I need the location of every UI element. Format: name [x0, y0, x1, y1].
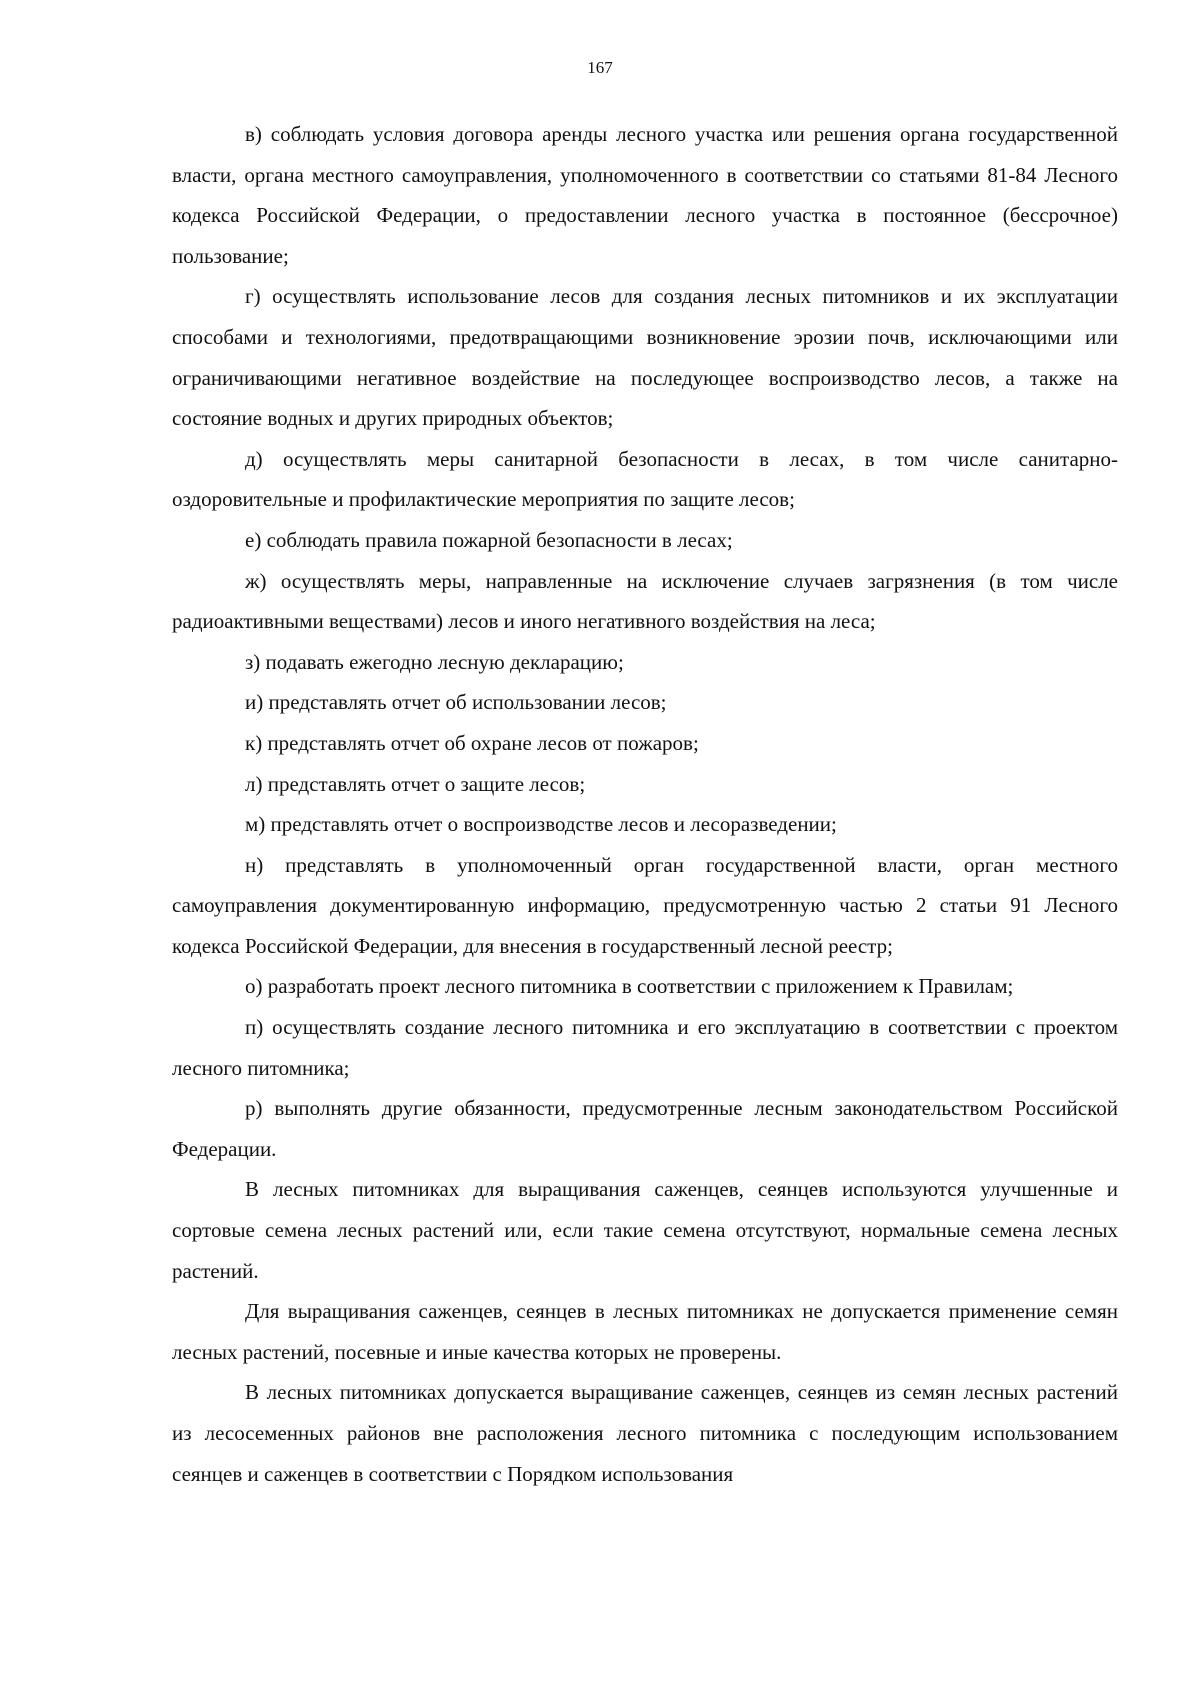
- paragraph-d: д) осуществлять меры санитарной безопасности в лесах, в том числе санитарно-оздоровительные и профилактические мероприятия по защите лесов;: [172, 446, 1118, 512]
- document-body: [172, 114, 1118, 1494]
- paragraph-v: в) соблюдать условия договора аренды лесного участка или решения органа государственной власти, органа местного самоуправления, уполномоченного в соответствии со статьями 81-84 Лесного кодекса Российской Федерации, о предоставлении лесного участка в постоянное (бессрочное) пользование;: [172, 122, 1118, 268]
- paragraph-l: л) представлять отчет о защите лесов;: [245, 771, 586, 796]
- paragraph-seeds-improved: В лесных питомниках для выращивания саженцев, сеянцев используются улучшенные и сортовые семена лесных растений или, если такие семена отсутствуют, нормальные семена лесных растений.: [172, 1177, 1118, 1283]
- paragraph-k: к) представлять отчет об охране лесов от пожаров;: [245, 730, 699, 755]
- paragraph-g: г) осуществлять использование лесов для создания лесных питомников и их эксплуатации способами и технологиями, предотвращающими возникновение эрозии почв, исключающими или ограничивающими негативное воздействие на последующее воспроизводство лесов, а также на состояние водных и других природных объектов;: [172, 284, 1118, 431]
- paragraph-m: м) представлять отчет о воспроизводстве лесов и лесоразведении;: [245, 812, 837, 837]
- paragraph-o: о) разработать проект лесного питомника в соответствии с приложением к Правилам;: [245, 974, 1014, 999]
- paragraph-p: п) осуществлять создание лесного питомника и его эксплуатацию в соответствии с проектом лесного питомника;: [172, 1015, 1118, 1080]
- paragraph-z: з) подавать ежегодно лесную декларацию;: [245, 649, 624, 674]
- paragraph-seeds-other-regions: В лесных питомниках допускается выращивание саженцев, сеянцев из семян лесных растений из лесосеменных районов вне расположения лесного питомника с последующим использованием сеянцев и саженцев в соответствии с Порядком использования: [172, 1380, 1118, 1486]
- page-number: 167: [587, 58, 613, 77]
- paragraph-zh: ж) осуществлять меры, направленные на исключение случаев загрязнения (в том числе радиоактивными веществами) лесов и иного негативного воздействия на леса;: [172, 568, 1118, 634]
- paragraph-e: е) соблюдать правила пожарной безопасности в лесах;: [245, 527, 733, 552]
- paragraph-i: и) представлять отчет об использовании лесов;: [245, 690, 667, 715]
- paragraph-n: н) представлять в уполномоченный орган государственной власти, орган местного самоуправления документированную информацию, предусмотренную частью 2 статьи 91 Лесного кодекса Российской Федерации, для внесения в государственный лесной реестр;: [172, 852, 1118, 958]
- paragraph-seeds-unchecked: Для выращивания саженцев, сеянцев в лесных питомниках не допускается применение семян лесных растений, посевные и иные качества которых не проверены.: [172, 1299, 1118, 1364]
- paragraph-r: р) выполнять другие обязанности, предусмотренные лесным законодательством Российской Федерации.: [172, 1096, 1118, 1161]
